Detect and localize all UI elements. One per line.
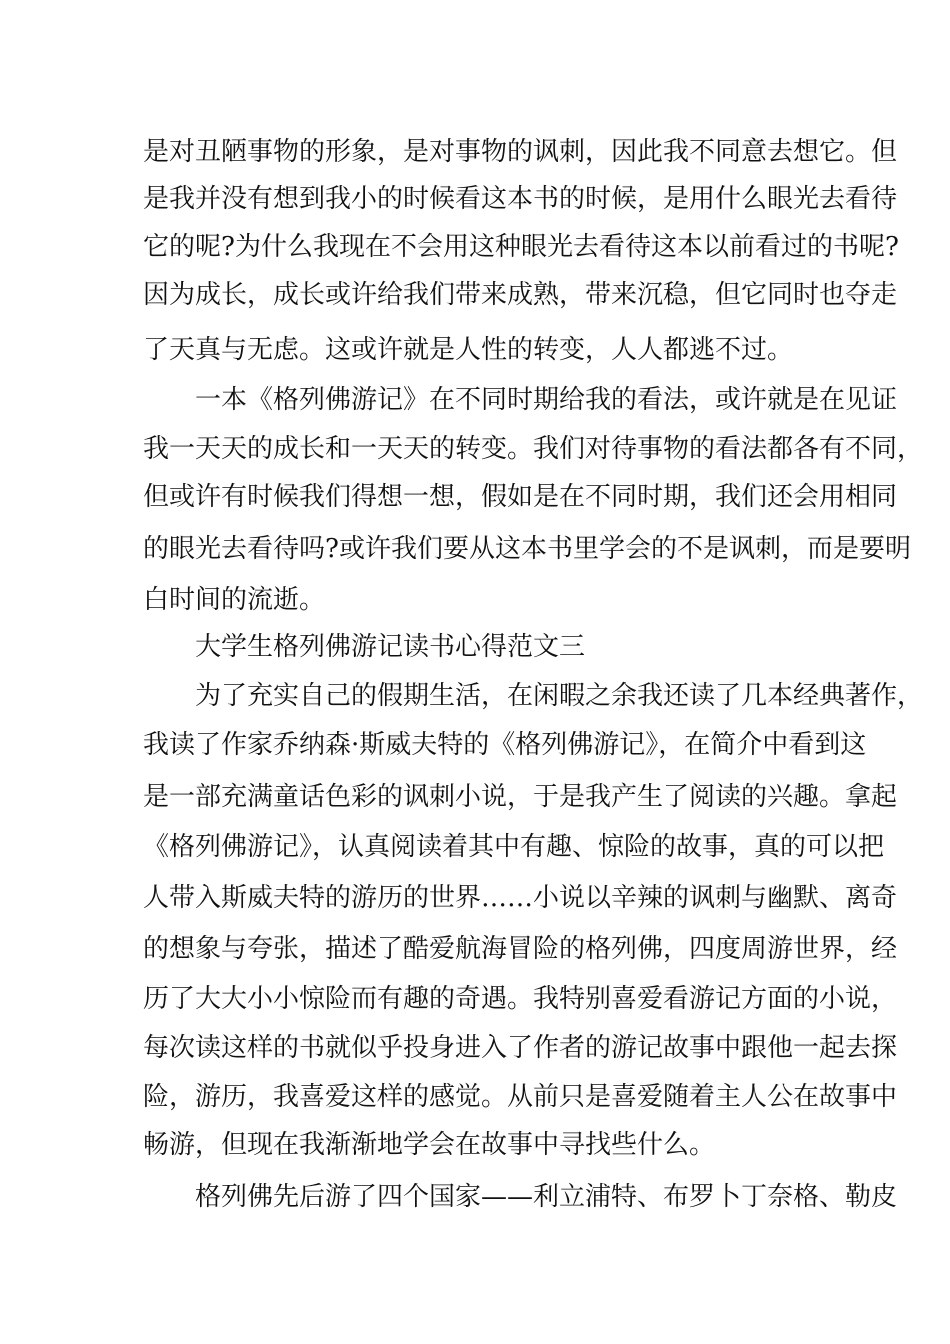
text-line: 它的呢?为什么我现在不会用这种眼光去看待这本以前看过的书呢? xyxy=(143,232,899,262)
text-line: 是我并没有想到我小的时候看这本书的时候，是用什么眼光去看待 xyxy=(143,184,898,214)
text-line: 了天真与无虑。这或许就是人性的转变，人人都逃不过。 xyxy=(143,335,794,365)
text-line: 为了充实自己的假期生活，在闲暇之余我还读了几本经典著作， xyxy=(143,681,924,711)
text-line: 我一天天的成长和一天天的转变。我们对待事物的看法都各有不同， xyxy=(143,434,924,464)
text-line: 《格列佛游记》，认真阅读着其中有趣、惊险的故事，真的可以把 xyxy=(143,832,885,862)
text-line: 因为成长，成长或许给我们带来成熟，带来沉稳，但它同时也夺走 xyxy=(143,280,898,310)
text-line: 历了大大小小惊险而有趣的奇遇。我特别喜爱看游记方面的小说， xyxy=(143,984,898,1014)
text-line: 险，游历，我喜爱这样的感觉。从前只是喜爱随着主人公在故事中 xyxy=(143,1082,898,1112)
text-line: 白时间的流逝。 xyxy=(143,585,326,615)
text-line: 每次读这样的书就似乎投身进入了作者的游记故事中跟他一起去探 xyxy=(143,1033,898,1063)
text-line: 我读了作家乔纳森·斯威夫特的《格列佛游记》，在简介中看到这 xyxy=(143,730,867,760)
text-line: 但或许有时候我们得想一想，假如是在不同时期，我们还会用相同 xyxy=(143,482,898,512)
text-line: 一本《格列佛游记》在不同时期给我的看法，或许就是在见证 xyxy=(143,385,898,415)
text-line: 人带入斯威夫特的游历的世界……小说以辛辣的讽刺与幽默、离奇 xyxy=(143,883,898,913)
text-line: 格列佛先后游了四个国家——利立浦特、布罗卜丁奈格、勒皮 xyxy=(143,1182,898,1212)
section-heading: 大学生格列佛游记读书心得范文三 xyxy=(143,632,586,662)
text-line: 畅游，但现在我渐渐地学会在故事中寻找些什么。 xyxy=(143,1130,716,1160)
text-line: 是一部充满童话色彩的讽刺小说，于是我产生了阅读的兴趣。拿起 xyxy=(143,782,898,812)
text-line: 的眼光去看待吗?或许我们要从这本书里学会的不是讽刺，而是要明 xyxy=(143,534,911,564)
text-line: 是对丑陋事物的形象，是对事物的讽刺，因此我不同意去想它。但 xyxy=(143,137,898,167)
text-line: 的想象与夸张，描述了酷爱航海冒险的格列佛，四度周游世界，经 xyxy=(143,934,898,964)
